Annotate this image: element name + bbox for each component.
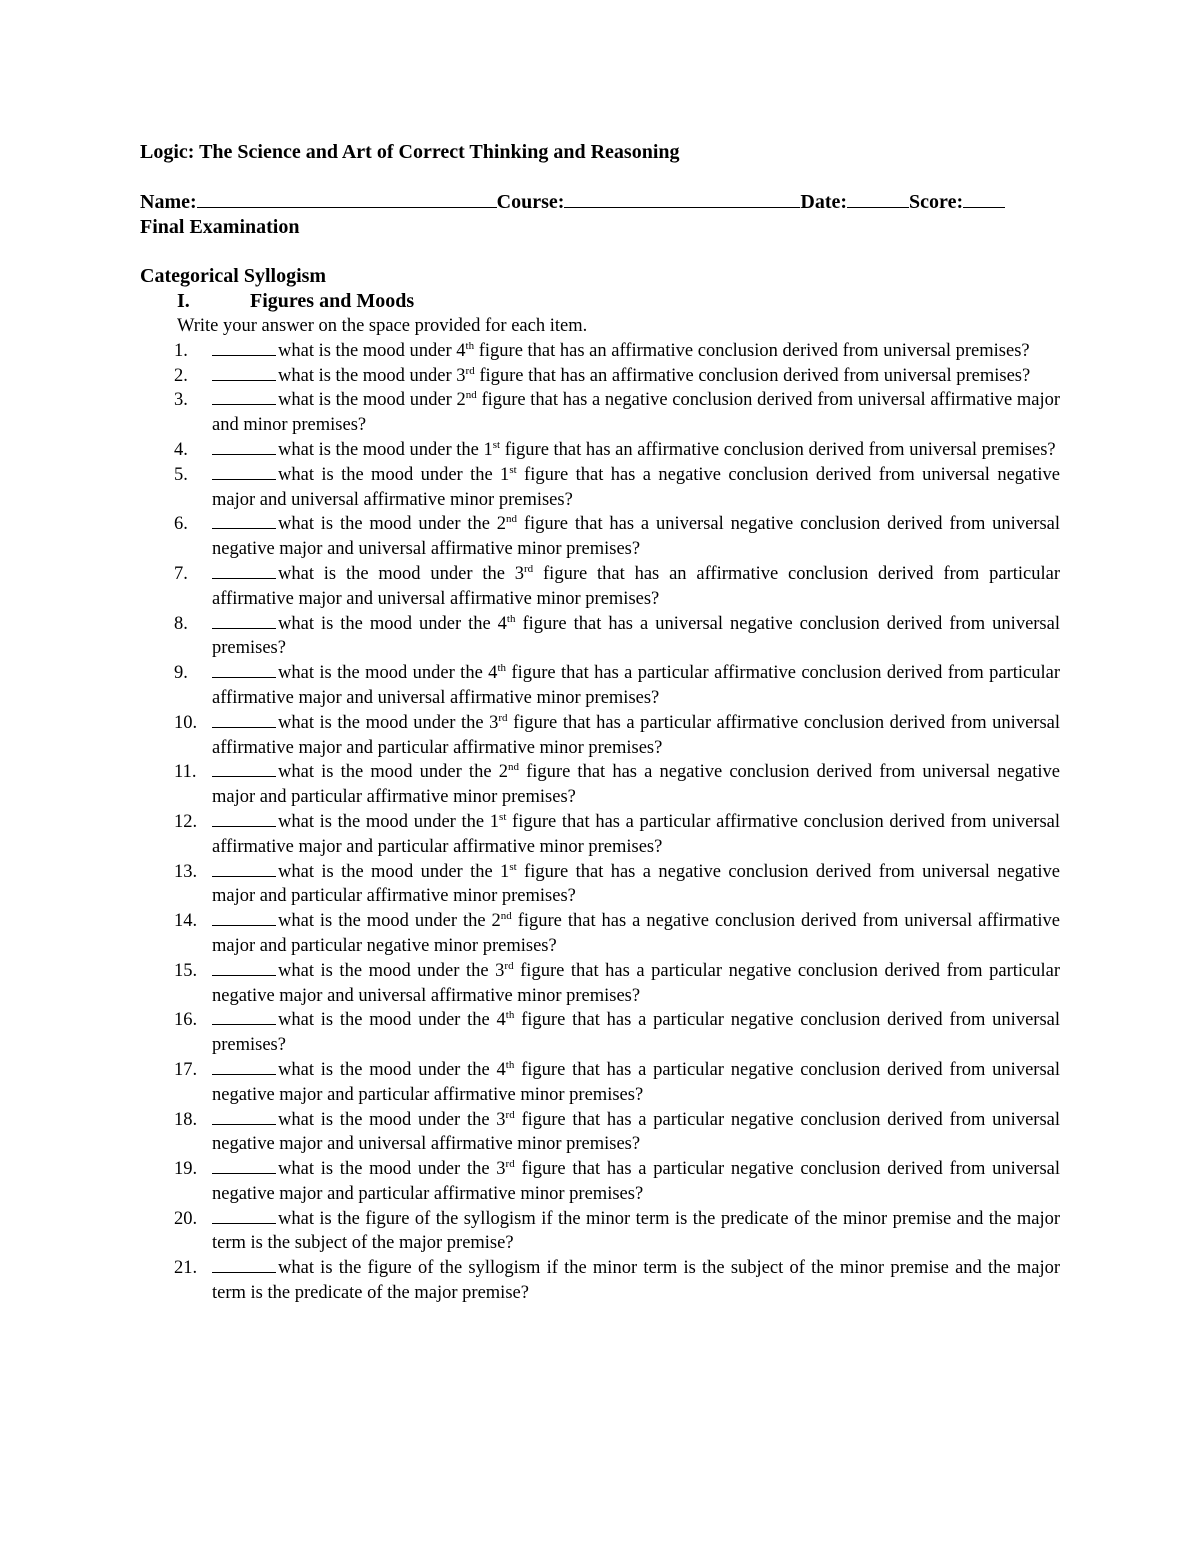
question-item — [140, 339, 1060, 364]
answer-blank[interactable] — [212, 463, 276, 480]
ordinal-suffix: rd — [498, 711, 508, 724]
question-number: 11. — [174, 762, 197, 783]
ordinal-suffix: nd — [500, 910, 512, 923]
question-text: what is the mood under the 2 — [278, 911, 501, 932]
question-item — [140, 711, 1060, 761]
exam-page — [140, 140, 1060, 1306]
question-number: 2. — [174, 365, 188, 386]
question-item — [140, 810, 1060, 860]
question-text: what is the mood under the 3 — [278, 563, 525, 584]
question-list — [140, 339, 1060, 1306]
question-text: what is the figure of the syllogism if the minor term is the subject of the minor premise and the major term is the predicate of the major premise? — [212, 1258, 1060, 1304]
answer-blank[interactable] — [212, 1207, 276, 1224]
score-blank[interactable] — [963, 189, 1005, 208]
question-text: what is the mood under the 3 — [278, 1159, 506, 1180]
question-text-rest: figure that has a particular negative conclusion derived from universal negative major and particular affirmative minor premises? — [212, 1059, 1060, 1105]
question-text-rest: figure that has a universal negative conclusion derived from universal negative major and universal affirmative minor premises? — [212, 514, 1060, 560]
question-text-rest: figure that has a negative conclusion derived from universal negative major and particular affirmative minor premises? — [212, 861, 1060, 907]
question-number: 17. — [174, 1059, 198, 1080]
question-text-rest: figure that has an affirmative conclusion derived from universal premises? — [474, 340, 1030, 361]
ordinal-suffix: th — [505, 1058, 515, 1071]
question-item — [140, 959, 1060, 1009]
question-text: what is the mood under the 3 — [278, 1109, 506, 1130]
question-text: what is the mood under the 1 — [278, 464, 510, 485]
question-item — [140, 661, 1060, 711]
question-item — [140, 1058, 1060, 1108]
question-number: 19. — [174, 1159, 198, 1180]
question-text-rest: figure that has an affirmative conclusion derived from universal premises? — [500, 439, 1056, 460]
answer-blank[interactable] — [212, 1108, 276, 1125]
answer-blank[interactable] — [212, 661, 276, 678]
exam-name: Final Examination — [140, 216, 300, 238]
question-text-rest: figure that has a negative conclusion derived from universal negative major and particular affirmative minor premises? — [212, 762, 1061, 808]
answer-blank[interactable] — [212, 339, 276, 356]
answer-blank[interactable] — [212, 1157, 276, 1174]
question-text-rest: figure that has a particular affirmative conclusion derived from universal affirmative major and particular affirmative minor premises? — [212, 712, 1060, 758]
question-item — [140, 1207, 1060, 1257]
answer-blank[interactable] — [212, 612, 276, 629]
date-label: Date: — [800, 191, 848, 213]
question-number: 18. — [174, 1109, 198, 1130]
ordinal-suffix: rd — [524, 562, 534, 575]
ordinal-suffix: th — [506, 612, 516, 625]
question-number: 1. — [174, 340, 188, 361]
ordinal-suffix: rd — [465, 364, 475, 377]
question-number: 9. — [174, 663, 188, 684]
ordinal-suffix: nd — [465, 389, 477, 402]
question-text: what is the mood under the 3 — [278, 712, 499, 733]
question-text-rest: figure that has a particular negative conclusion derived from particular negative major and universal affirmative minor premises? — [212, 960, 1060, 1006]
answer-blank[interactable] — [212, 1058, 276, 1075]
question-text-rest: figure that has a negative conclusion derived from universal affirmative major and particular negative minor premises? — [212, 911, 1061, 956]
ordinal-suffix: st — [509, 860, 517, 873]
ordinal-suffix: th — [465, 339, 475, 352]
answer-blank[interactable] — [212, 562, 276, 579]
question-item — [140, 612, 1060, 662]
question-number: 16. — [174, 1010, 198, 1031]
course-blank[interactable] — [564, 189, 800, 208]
answer-blank[interactable] — [212, 1256, 276, 1273]
answer-blank[interactable] — [212, 860, 276, 877]
question-number: 20. — [174, 1208, 198, 1229]
answer-blank[interactable] — [212, 438, 276, 455]
question-number: 7. — [174, 563, 188, 584]
question-text-rest: figure that has an affirmative conclusion derived from universal premises? — [474, 365, 1031, 386]
student-info-line — [140, 189, 1060, 215]
question-number: 21. — [174, 1258, 198, 1279]
question-item — [140, 562, 1060, 612]
question-text: what is the mood under the 3 — [278, 960, 505, 981]
ordinal-suffix: th — [497, 662, 506, 675]
question-number: 15. — [174, 960, 198, 981]
ordinal-suffix: st — [492, 438, 501, 451]
question-item — [140, 512, 1060, 562]
question-item — [140, 1008, 1060, 1058]
question-text: what is the mood under 3 — [278, 365, 466, 386]
question-number: 5. — [174, 464, 188, 485]
answer-blank[interactable] — [212, 388, 276, 405]
question-item — [140, 860, 1060, 910]
question-item — [140, 1108, 1060, 1158]
answer-blank[interactable] — [212, 810, 276, 827]
question-item — [140, 760, 1060, 810]
question-text: what is the figure of the syllogism if the minor term is the predicate of the minor premise and the major term is the subject of the major premise? — [212, 1208, 1060, 1254]
question-text-rest: figure that has a particular negative conclusion derived from universal negative major and universal affirmative minor premises? — [212, 1109, 1060, 1155]
question-text: what is the mood under the 1 — [278, 439, 493, 460]
ordinal-suffix: rd — [504, 959, 514, 972]
document-title: Logic: The Science and Art of Correct Thinking and Reasoning — [140, 141, 680, 163]
question-text: what is the mood under 2 — [278, 390, 466, 411]
ordinal-suffix: rd — [505, 1108, 515, 1121]
question-number: 14. — [174, 911, 198, 932]
answer-blank[interactable] — [212, 959, 276, 976]
ordinal-suffix: rd — [505, 1158, 515, 1171]
question-number: 6. — [174, 514, 188, 535]
question-text: what is the mood under the 2 — [278, 514, 507, 535]
question-text: what is the mood under the 4 — [278, 663, 498, 684]
instructions: Write your answer on the space provided for each item. — [177, 316, 588, 336]
ordinal-suffix: nd — [507, 761, 519, 774]
question-item — [140, 364, 1060, 389]
question-item — [140, 438, 1060, 463]
name-blank[interactable] — [197, 189, 497, 208]
score-label: Score: — [909, 191, 964, 213]
question-text: what is the mood under the 1 — [278, 811, 500, 832]
section-title: Categorical Syllogism — [140, 265, 327, 287]
question-number: 13. — [174, 861, 198, 882]
part-number: I. — [177, 290, 190, 312]
question-number: 12. — [174, 811, 198, 832]
question-text: what is the mood under the 4 — [278, 613, 507, 634]
answer-blank[interactable] — [212, 909, 276, 926]
answer-blank[interactable] — [212, 711, 276, 728]
question-text: what is the mood under the 1 — [278, 861, 510, 882]
question-text: what is the mood under the 2 — [278, 762, 508, 783]
question-text: what is the mood under the 4 — [278, 1059, 506, 1080]
question-text-rest: figure that has a particular negative conclusion derived from universal premises? — [212, 1010, 1060, 1056]
question-text-rest: figure that has a particular affirmative conclusion derived from universal affirmative major and particular affirmative minor premises? — [212, 811, 1060, 857]
question-text-rest: figure that has a negative conclusion derived from universal affirmative major and minor premises? — [212, 390, 1060, 436]
answer-blank[interactable] — [212, 1008, 276, 1025]
question-number: 3. — [174, 390, 188, 411]
question-item — [140, 388, 1060, 438]
answer-blank[interactable] — [212, 760, 276, 777]
question-text-rest: figure that has a particular negative conclusion derived from universal negative major and particular affirmative minor premises? — [212, 1159, 1060, 1204]
part-title: Figures and Moods — [250, 290, 415, 312]
question-number: 8. — [174, 613, 188, 634]
ordinal-suffix: st — [499, 810, 507, 823]
question-text-rest: figure that has a universal negative conclusion derived from universal premises? — [212, 613, 1060, 659]
question-item — [140, 463, 1060, 513]
question-item — [140, 1157, 1060, 1207]
question-text: what is the mood under the 4 — [278, 1010, 506, 1031]
part-heading — [140, 289, 1060, 314]
answer-blank[interactable] — [212, 364, 276, 381]
name-label: Name: — [140, 191, 197, 213]
question-number: 4. — [174, 439, 188, 460]
question-item — [140, 909, 1060, 959]
ordinal-suffix: th — [505, 1009, 515, 1022]
question-text-rest: figure that has a negative conclusion derived from universal negative major and universal affirmative minor premises? — [212, 464, 1060, 510]
date-blank[interactable] — [847, 189, 909, 208]
question-text: what is the mood under 4 — [278, 340, 466, 361]
answer-blank[interactable] — [212, 512, 276, 529]
question-text-rest: figure that has a particular affirmative conclusion derived from particular affirmative major and universal affirmative minor premises? — [212, 663, 1060, 708]
question-text-rest: figure that has an affirmative conclusion derived from particular affirmative major and universal affirmative minor premises? — [212, 563, 1061, 609]
course-label: Course: — [496, 191, 565, 213]
question-item — [140, 1256, 1060, 1306]
ordinal-suffix: nd — [506, 513, 518, 526]
ordinal-suffix: st — [509, 463, 517, 476]
question-number: 10. — [174, 712, 198, 733]
